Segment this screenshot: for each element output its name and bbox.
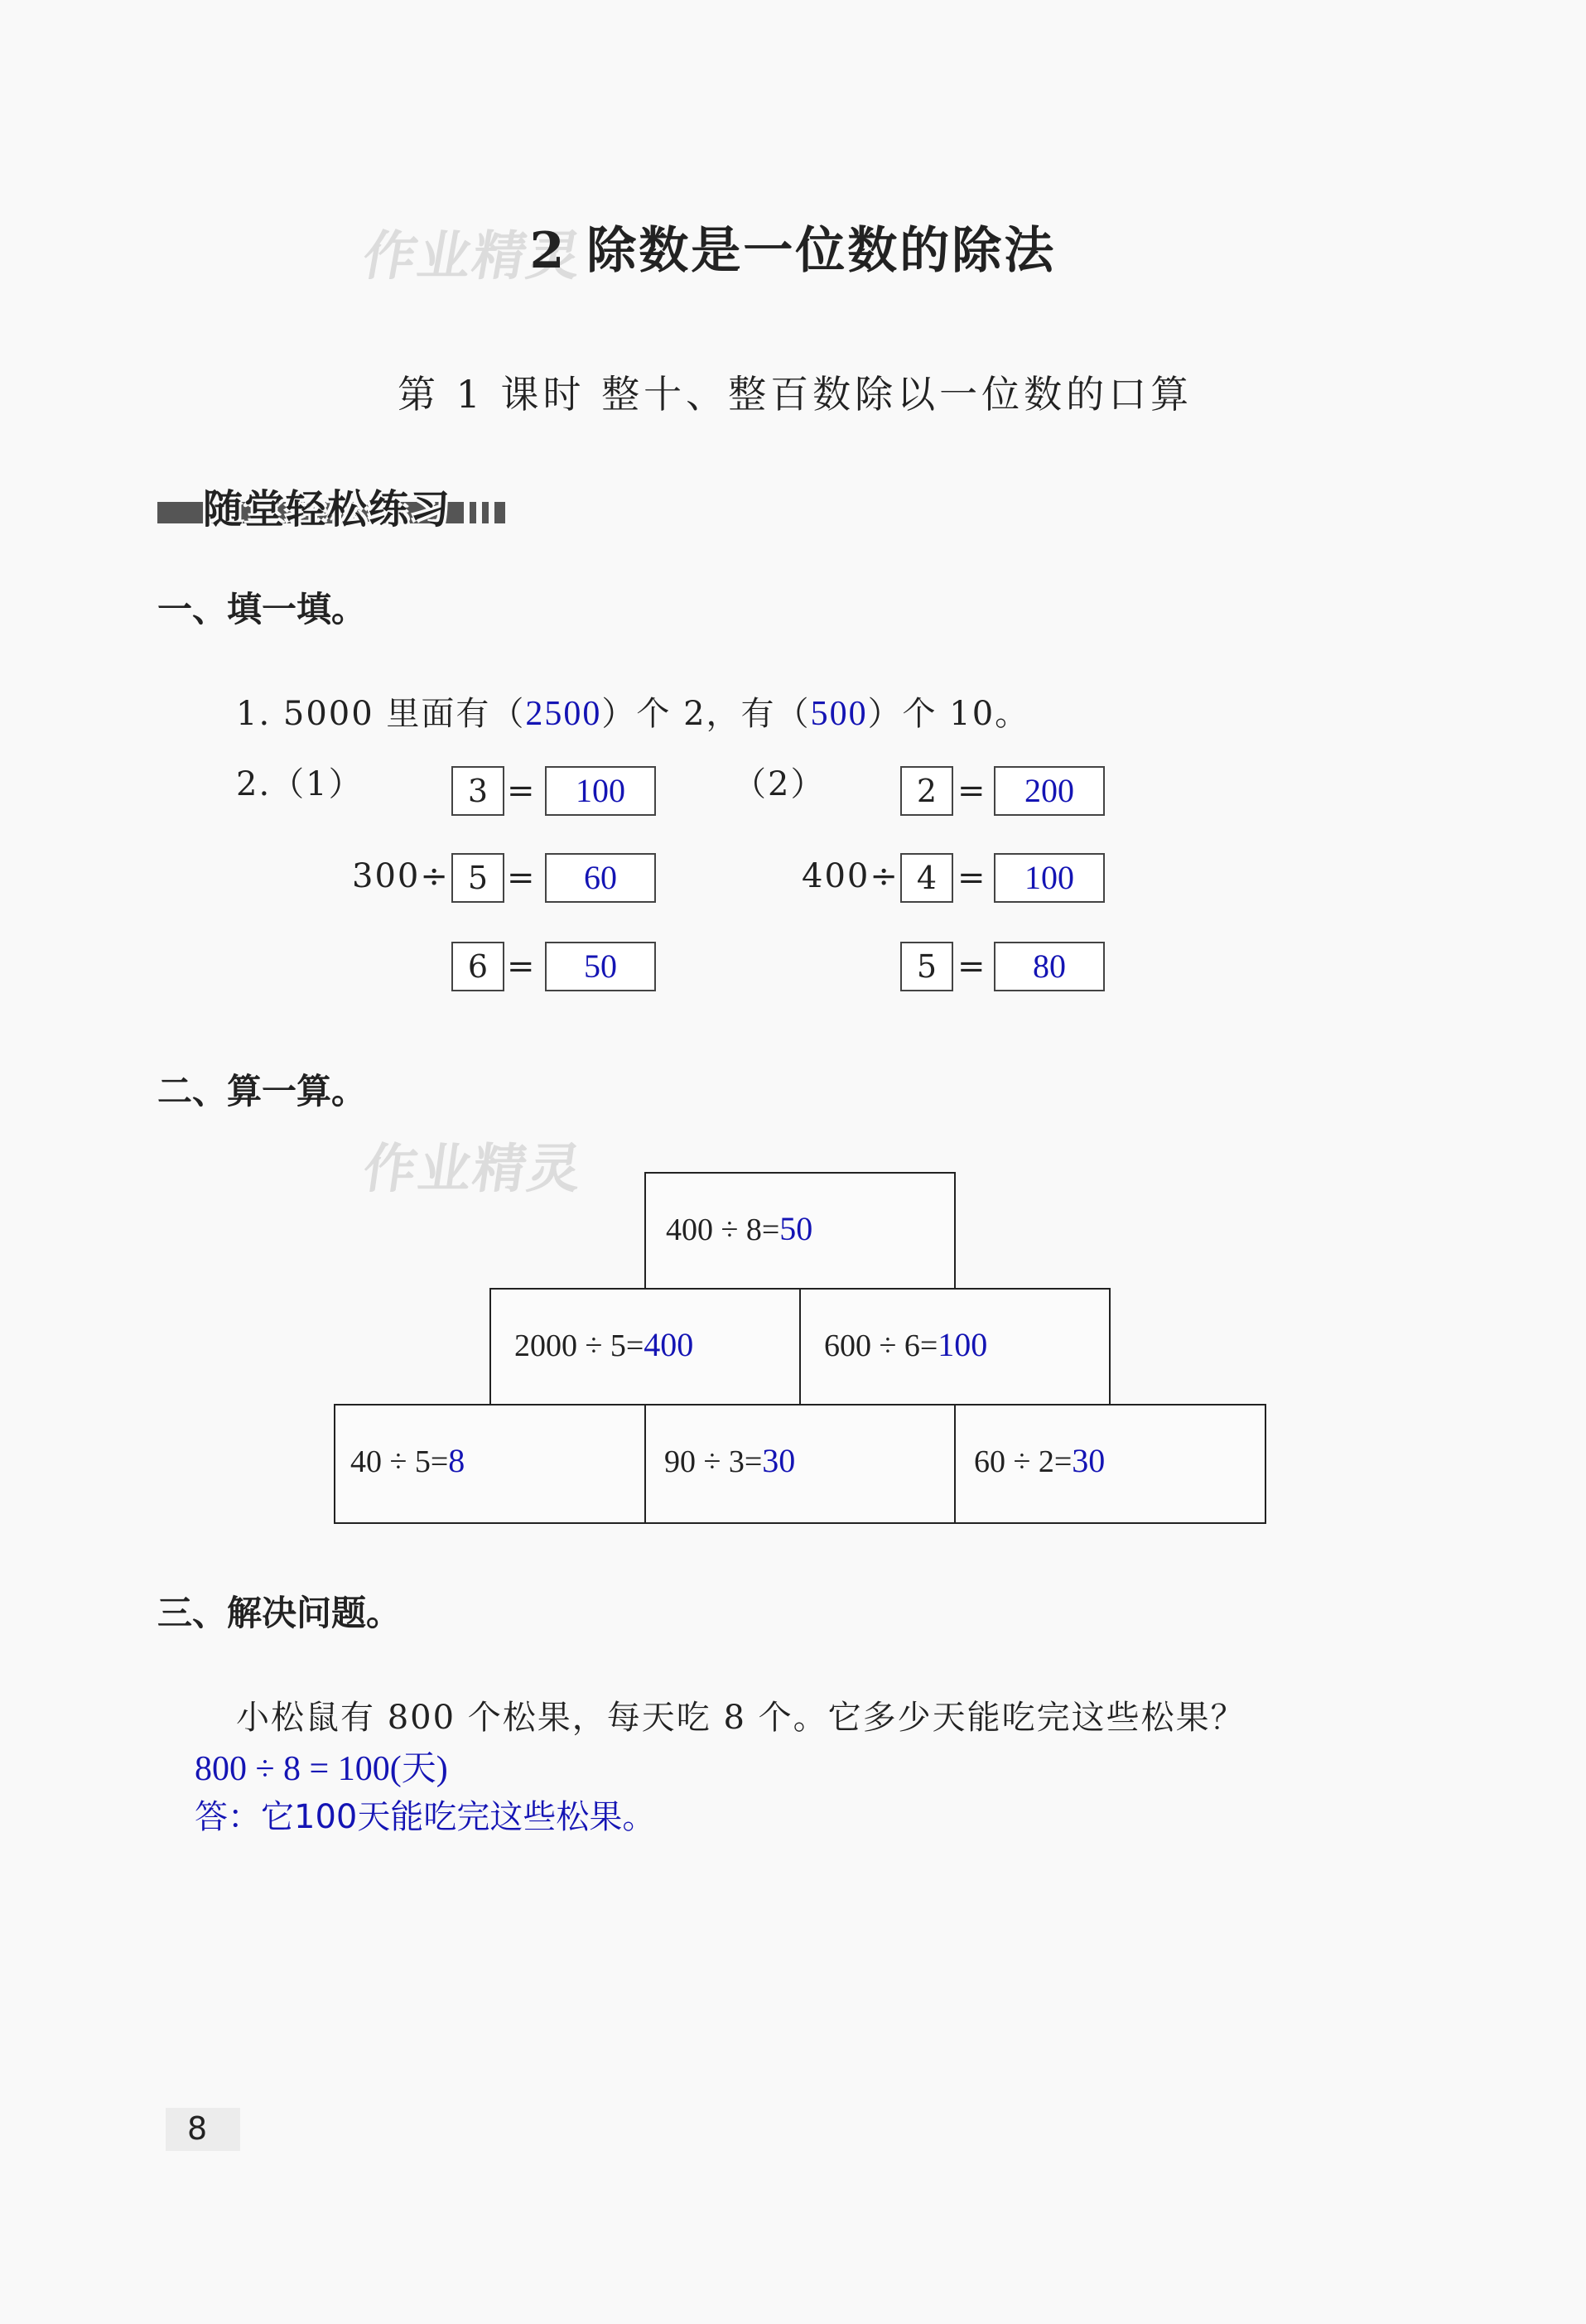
- pyramid-expr: 2000 ÷ 5=: [514, 1328, 644, 1363]
- watermark-middle: 作业精灵: [359, 1139, 587, 1200]
- q2-label-2: （2）: [733, 765, 826, 803]
- divisor-box: 2: [900, 766, 953, 816]
- pyramid-expr: 40 ÷ 5=: [350, 1444, 449, 1479]
- equals-sign: =: [507, 947, 535, 986]
- divisor-box: 4: [900, 853, 953, 903]
- page-number: 8: [187, 2110, 208, 2147]
- solution-answer: 答：它100天能吃完这些松果。: [195, 1798, 656, 1836]
- answer-box: 200: [994, 766, 1105, 816]
- pyramid-cell-bottom-left: [334, 1404, 646, 1524]
- q1-prefix: 1. 5000 里面有（: [236, 695, 526, 733]
- section-heading-fill: 一、填一填。: [157, 589, 367, 629]
- answer-box: 80: [994, 942, 1105, 991]
- divisor-box: 5: [900, 942, 953, 991]
- pyramid-answer: 100: [938, 1326, 988, 1363]
- pyramid-cell-top: [644, 1172, 956, 1290]
- pyramid-answer: 50: [779, 1210, 813, 1247]
- q1-suffix: ）个 10。: [867, 695, 1030, 733]
- q1-answer-2: 500: [810, 695, 868, 733]
- section-heading-solve: 三、解决问题。: [157, 1593, 402, 1633]
- divisor-box: 6: [451, 942, 504, 991]
- chapter-title: 2 除数是一位数的除法: [529, 222, 1057, 280]
- watermark-top: 作业精灵: [358, 226, 588, 287]
- solution-equation: 800 ÷ 8 = 100(天): [195, 1750, 448, 1788]
- divisor-box: 5: [451, 853, 504, 903]
- banner-text: 随堂轻松练习: [203, 486, 452, 533]
- answer-box: 60: [545, 853, 656, 903]
- q1-mid: ）个 2，有（: [601, 695, 811, 733]
- practice-banner: [157, 479, 505, 533]
- pyramid-answer: 30: [1072, 1442, 1106, 1479]
- answer-box: 50: [545, 942, 656, 991]
- equals-sign: =: [957, 947, 986, 986]
- pyramid-cell-middle-left: [489, 1288, 802, 1405]
- pyramid-answer: 30: [762, 1442, 796, 1479]
- equals-sign: =: [507, 859, 535, 897]
- q2-2-dividend: 400÷: [802, 857, 899, 895]
- equals-sign: =: [507, 772, 535, 810]
- pyramid-expr: 600 ÷ 6=: [824, 1328, 938, 1363]
- lesson-subtitle: 第 1 课时 整十、整百数除以一位数的口算: [398, 372, 1193, 417]
- pyramid-expr: 400 ÷ 8=: [666, 1213, 780, 1247]
- pyramid-expr: 60 ÷ 2=: [974, 1444, 1073, 1479]
- q2-label: 2.（1）: [236, 765, 364, 803]
- pyramid-cell-bottom-right: [954, 1404, 1266, 1524]
- equals-sign: =: [957, 772, 986, 810]
- answer-box: 100: [545, 766, 656, 816]
- pyramid-expr: 90 ÷ 3=: [664, 1444, 763, 1479]
- pyramid-cell-bottom-middle: [644, 1404, 957, 1524]
- section-heading-calc: 二、算一算。: [157, 1071, 367, 1111]
- q1-answer-1: 2500: [525, 695, 602, 733]
- pyramid-answer: 8: [448, 1442, 465, 1479]
- pyramid-answer: 400: [644, 1326, 694, 1363]
- answer-box: 100: [994, 853, 1105, 903]
- word-problem: 小松鼠有 800 个松果，每天吃 8 个。它多少天能吃完这些松果？: [236, 1699, 1246, 1737]
- question-1: [236, 687, 1029, 735]
- equals-sign: =: [957, 859, 986, 897]
- q2-1-dividend: 300÷: [352, 857, 450, 895]
- divisor-box: 3: [451, 766, 504, 816]
- pyramid-cell-middle-right: [799, 1288, 1111, 1405]
